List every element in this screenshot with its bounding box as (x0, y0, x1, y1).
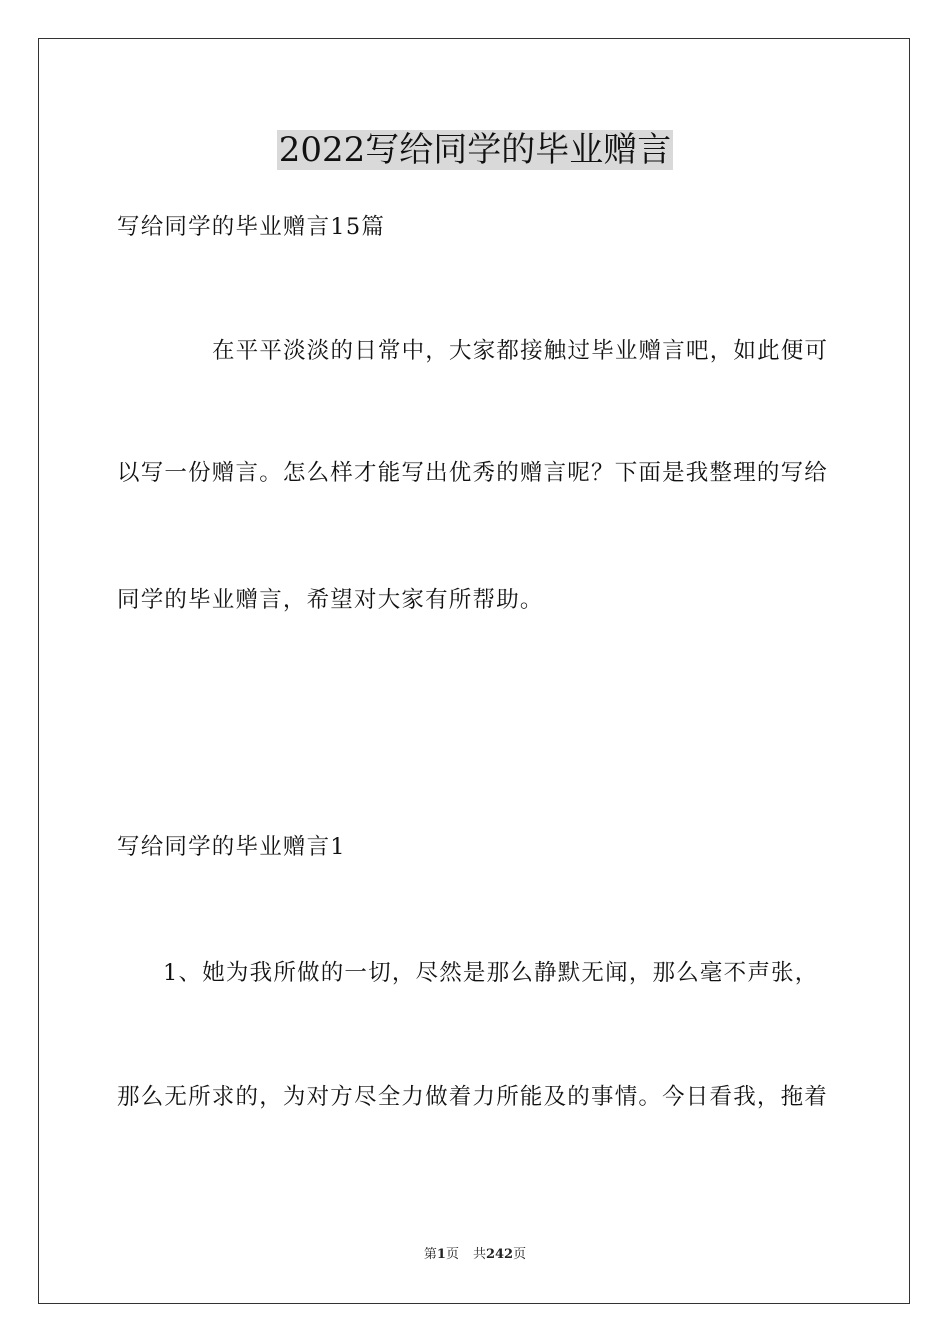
footer-page-number: 1 (436, 1247, 446, 1262)
section-heading: 写给同学的毕业赠言1 (117, 834, 346, 860)
footer-total-pages: 242 (485, 1247, 514, 1262)
section-line-1: 1、她为我所做的一切，尽然是那么静默无闻，那么毫不声张， (163, 960, 819, 986)
footer-page-prefix: 第 (423, 1247, 437, 1262)
page-footer (0, 1246, 950, 1264)
document-title (0, 128, 950, 172)
footer-page-suffix: 页 (445, 1247, 459, 1262)
intro-line-1: 在平平淡淡的日常中，大家都接触过毕业赠言吧，如此便可 (212, 338, 829, 364)
footer-total-suffix: 页 (513, 1247, 527, 1262)
section-line-2: 那么无所求的，为对方尽全力做着力所能及的事情。今日看我，拖着 (117, 1084, 829, 1110)
document-subtitle: 写给同学的毕业赠言15篇 (117, 214, 386, 240)
intro-line-3: 同学的毕业赠言，希望对大家有所帮助。 (117, 587, 544, 613)
intro-line-2: 以写一份赠言。怎么样才能写出优秀的赠言呢？下面是我整理的写给 (117, 460, 829, 486)
footer-total-prefix: 共 (472, 1247, 486, 1262)
document-title-text: 2022写给同学的毕业赠言 (278, 130, 672, 170)
